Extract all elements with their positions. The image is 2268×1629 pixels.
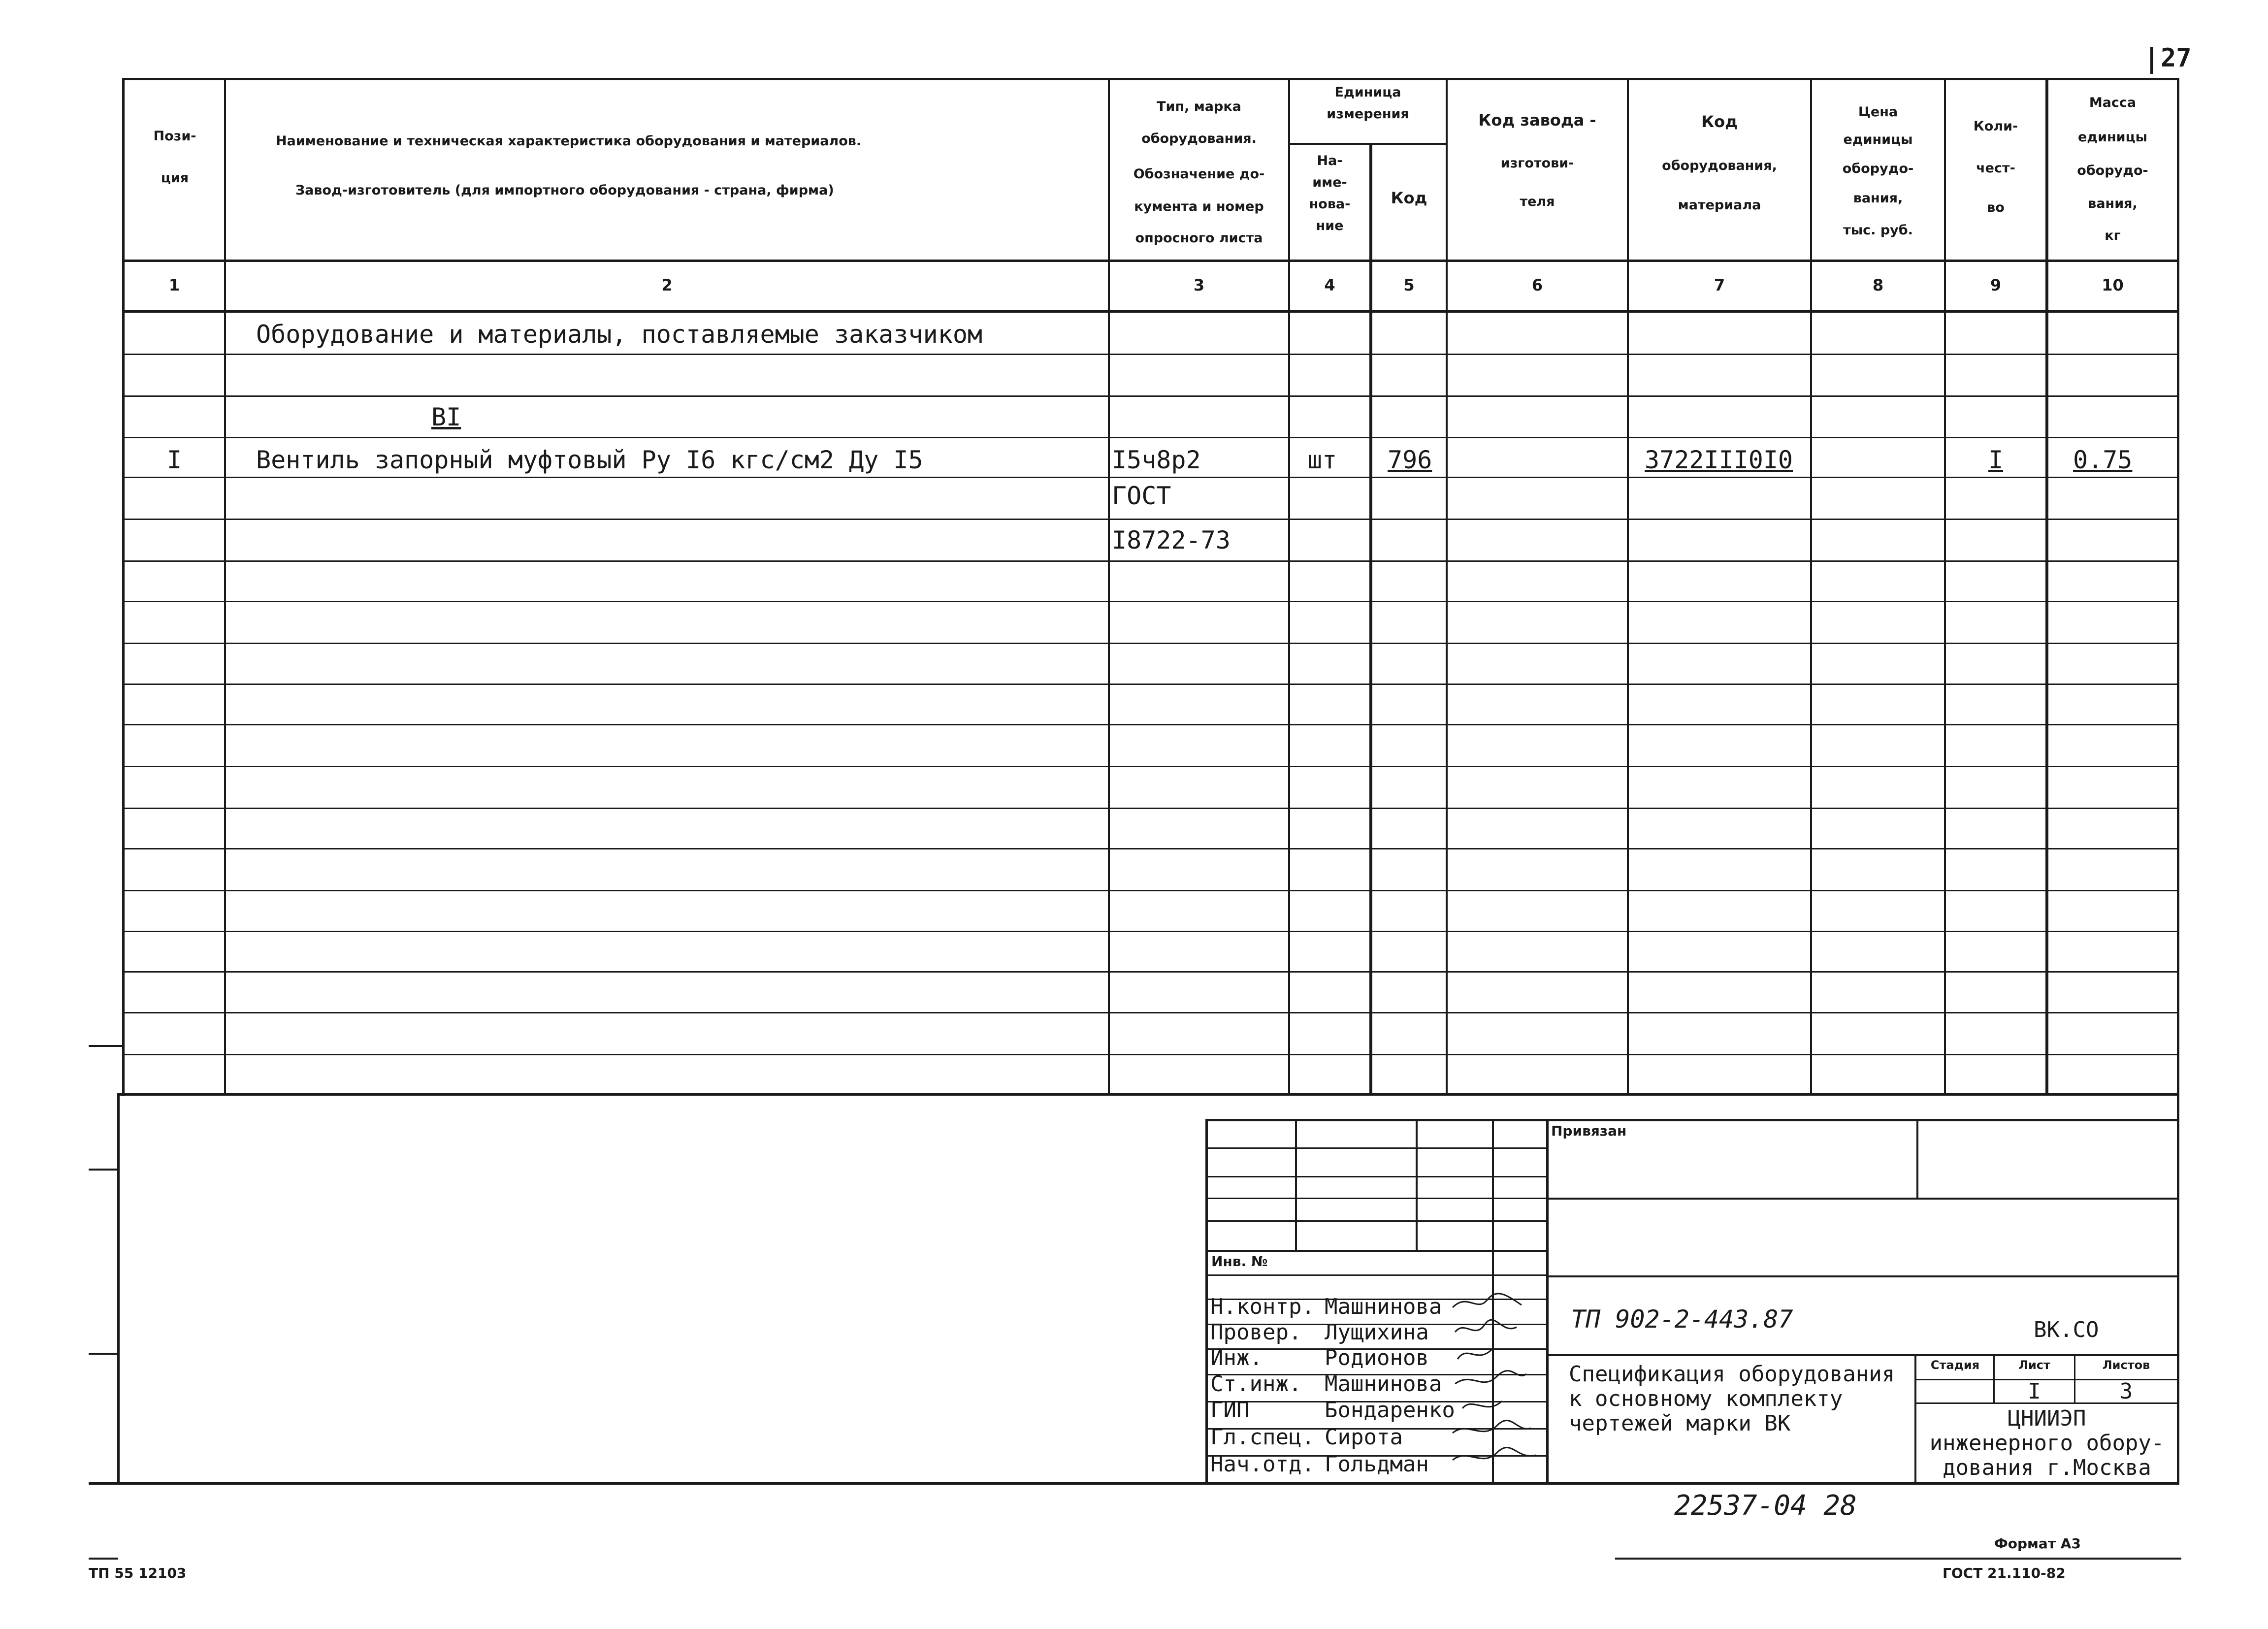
- table-row-line: [123, 1012, 2179, 1013]
- table-row-line: [123, 519, 2179, 520]
- item-type-line-2: ГОСТ: [1112, 482, 1171, 510]
- item-type-line-1: I5ч8р2: [1112, 446, 1201, 474]
- tp-code: ТП 55 12103: [89, 1565, 187, 1581]
- table-row-line: [123, 395, 2179, 397]
- item-name: Вентиль запорный муфтовый Ру I6 кгс/см2 Ду I5: [256, 446, 923, 474]
- table-row-line: [123, 971, 2179, 973]
- org-line-1: ЦНИИЭП: [2008, 1406, 2086, 1431]
- mark: ВК.СО: [2034, 1317, 2099, 1342]
- item-unit-code: 796: [1388, 446, 1432, 474]
- table-row-line: [123, 890, 2179, 891]
- sheet-number: I: [2028, 1379, 2041, 1404]
- table-row-line: [123, 684, 2179, 685]
- item-quantity: I: [1988, 446, 2004, 474]
- item-equipment-code: 3722III0I0: [1645, 446, 1793, 474]
- title-line-2: к основному комплекту: [1569, 1386, 1843, 1411]
- header-unit-code: Код: [1391, 189, 1427, 207]
- table-row-line: [123, 560, 2179, 562]
- title-line-3: чертежей марки ВК: [1569, 1411, 1791, 1436]
- table-row-line: [123, 848, 2179, 849]
- gost-label: ГОСТ 21.110-82: [1943, 1565, 2066, 1581]
- sheets-count: 3: [2119, 1379, 2133, 1404]
- item-type-line-3: I8722-73: [1112, 526, 1231, 554]
- org-line-2: инженерного обору-: [1929, 1431, 2165, 1456]
- stage-label: Стадия: [1930, 1358, 1980, 1372]
- item-unit-name: шт: [1307, 446, 1337, 474]
- format-label: Формат А3: [1994, 1535, 2081, 1552]
- table-row-line: [123, 354, 2179, 355]
- org-line-3: дования г.Москва: [1943, 1455, 2151, 1480]
- handwritten-signatures: [1448, 1290, 1546, 1487]
- group-label: BI: [431, 403, 461, 431]
- inv-no-label: Инв. №: [1211, 1253, 1268, 1270]
- privyazan-label: Привязан: [1551, 1123, 1627, 1139]
- item-position: I: [166, 446, 182, 474]
- table-row-line: [123, 477, 2179, 478]
- table-row-line: [123, 1054, 2179, 1055]
- title-line-1: Спецификация оборудования: [1569, 1362, 1895, 1387]
- table-row-line: [123, 808, 2179, 809]
- table-row-line: [123, 601, 2179, 602]
- sheet-label: Лист: [2018, 1358, 2050, 1372]
- section-title: Оборудование и материалы, поставляемые заказчиком: [256, 320, 983, 349]
- table-row-line: [123, 931, 2179, 932]
- page-number-bar: [2150, 47, 2153, 74]
- table-row-line: [123, 766, 2179, 767]
- page-number: 27: [2161, 43, 2192, 73]
- table-row-line: [123, 437, 2179, 438]
- table-row-line: [123, 724, 2179, 725]
- table-row-line: [123, 643, 2179, 644]
- sheets-label: Листов: [2102, 1358, 2150, 1372]
- project-code: ТП 902-2-443.87: [1571, 1305, 1793, 1334]
- item-mass: 0.75: [2073, 446, 2133, 474]
- archive-number: 22537-04 28: [1674, 1490, 1857, 1522]
